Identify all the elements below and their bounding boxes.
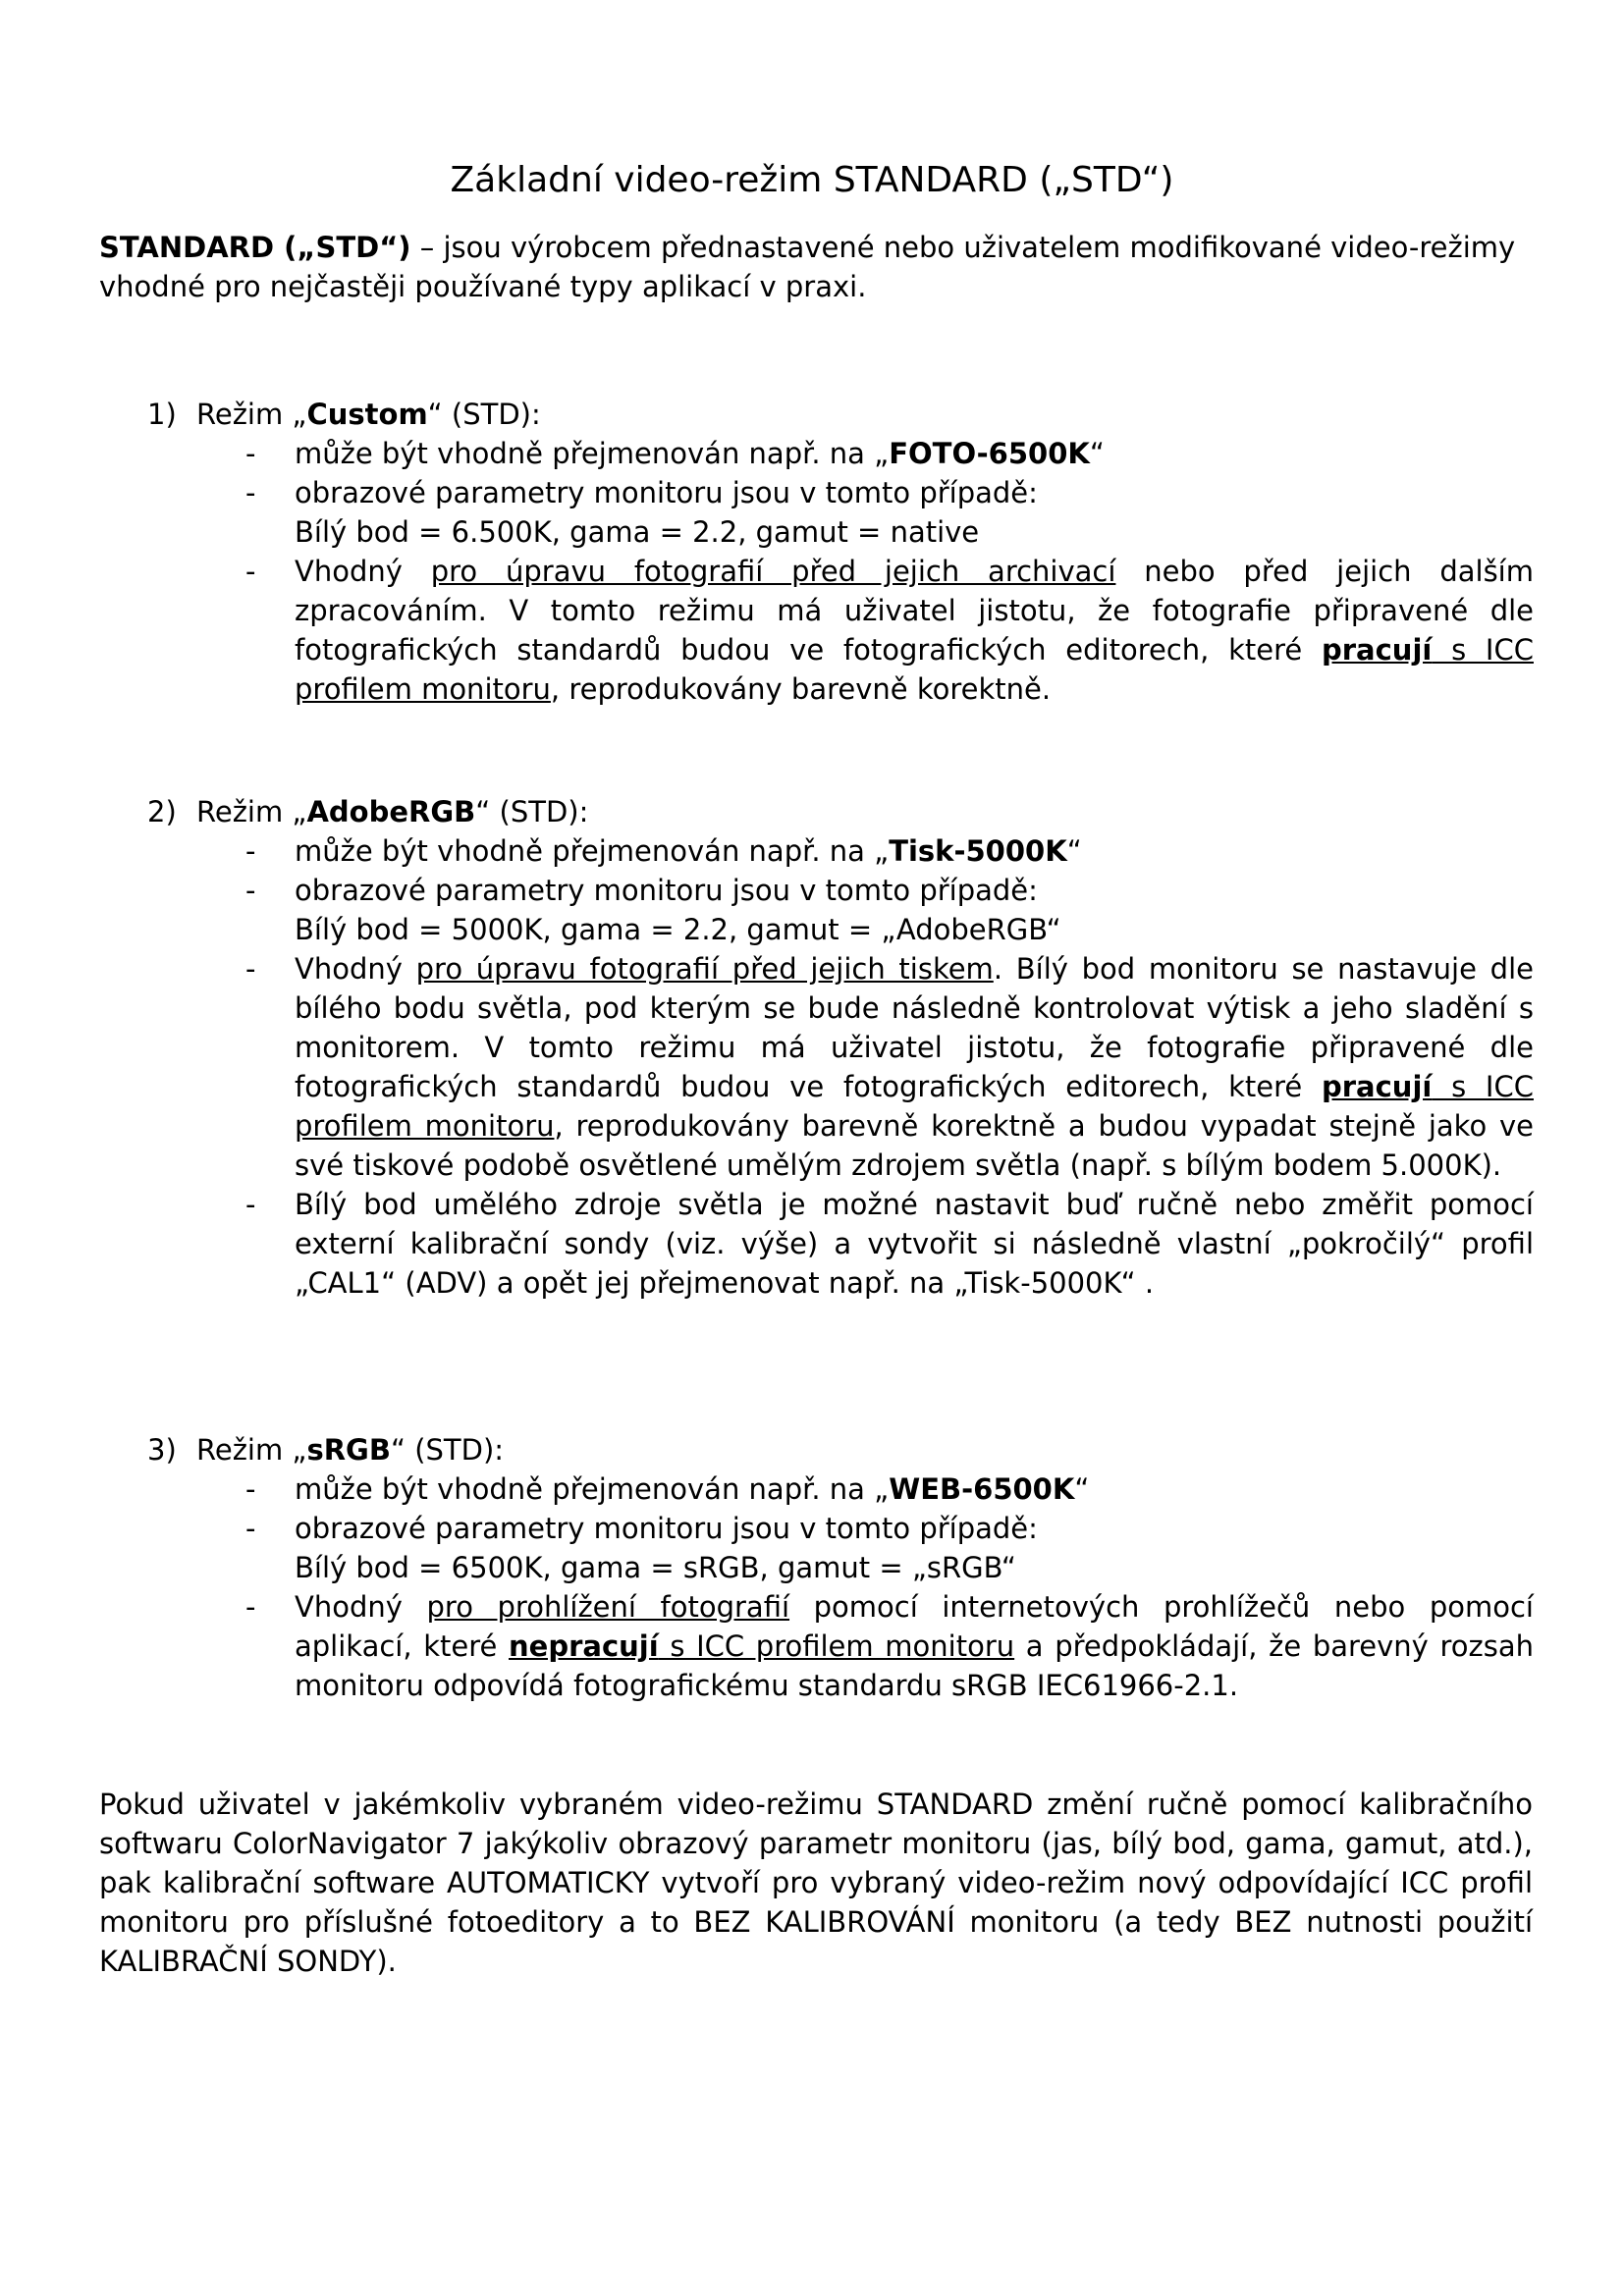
- dash-marker: -: [245, 834, 256, 868]
- mode-name: AdobeRGB: [306, 795, 476, 828]
- bullet-list: [147, 552, 1534, 709]
- list-item: - Vhodný pro úpravu fotografií před jejich tiskem. Bílý bod monitoru se nastavuje dle bílého bodu světla, pod kterým se bude následně kontrolovat výtisk a jeho sladění s monitorem. V tomto režimu má uživatel jistotu, že fotografie připravené dle fotografických standardů budou ve fotografických editorech, které pracují s ICC profilem monitoru, reprodukovány barevně korektně a budou vypadat stejně jako ve své tiskové podobě osvětlené umělým zdrojem světla (např. s bílým bodem 5.000K).: [147, 949, 1534, 1185]
- bold-underlined-text: nepracují: [509, 1629, 659, 1663]
- underlined-text: nepracují s ICC profilem monitoru: [509, 1629, 1015, 1663]
- intro-text: – jsou výrobcem přednastavené nebo uživatelem modifikované video-režimy vhodné pro nejčastěji používané typy aplikací v praxi.: [99, 231, 1516, 303]
- section-number: 3): [147, 1433, 177, 1467]
- list-item: - obrazové parametry monitoru jsou v tomto případě:: [147, 1509, 1534, 1548]
- section-srgb: [147, 1430, 1534, 1705]
- bullet-list: [147, 1469, 1534, 1548]
- list-item: - může být vhodně přejmenován např. na „Tisk-5000K“: [147, 831, 1534, 871]
- list-item: - může být vhodně přejmenován např. na „WEB-6500K“: [147, 1469, 1534, 1509]
- bullet-list: [147, 1587, 1534, 1705]
- closing-paragraph: Pokud uživatel v jakémkoliv vybraném video-režimu STANDARD změní ručně pomocí kalibračního softwaru ColorNavigator 7 jakýkoliv obrazový parametr monitoru (jas, bílý bod, gama, gamut, atd.), pak kalibrační software AUTOMATICKY vytvoří pro vybraný video-režim nový odpovídající ICC profil monitoru pro příslušné fotoeditory a to BEZ KALIBROVÁNÍ monitoru (a tedy BEZ nutnosti použití KALIBRAČNÍ SONDY).: [99, 1788, 1533, 1978]
- parameters-line: Bílý bod = 5000K, gama = 2.2, gamut = „AdobeRGB“: [295, 913, 1061, 946]
- dash-marker: -: [245, 476, 256, 509]
- dash-marker: -: [245, 1512, 256, 1545]
- list-item: - Vhodný pro úpravu fotografií před jejich archivací nebo před jejich dalším zpracováním. V tomto režimu má uživatel jistotu, že fotografie připravené dle fotografických standardů budou ve fotografických editorech, které pracují s ICC profilem monitoru, reprodukovány barevně korektně.: [147, 552, 1534, 709]
- underlined-text: pro úpravu fotografií před jejich archivací: [430, 555, 1116, 588]
- dash-marker: -: [245, 1188, 256, 1221]
- rename-suggestion: FOTO-6500K: [889, 437, 1090, 470]
- intro-bold-term: STANDARD („STD“): [99, 231, 411, 264]
- section-heading: 3) Režim „sRGB“ (STD):: [147, 1430, 1534, 1469]
- dash-marker: -: [245, 874, 256, 907]
- page-title: Základní video-režim STANDARD („STD“): [450, 160, 1174, 200]
- section-number: 2): [147, 795, 177, 828]
- underlined-text: pro úpravu fotografií před jejich tiskem: [415, 952, 994, 986]
- dash-marker: -: [245, 952, 256, 986]
- dash-marker: -: [245, 555, 256, 588]
- section-number: 1): [147, 398, 177, 431]
- dash-marker: -: [245, 1472, 256, 1506]
- bold-underlined-text: pracují: [1321, 1070, 1433, 1103]
- rename-suggestion: WEB-6500K: [889, 1472, 1075, 1506]
- bullet-list: [147, 949, 1534, 1303]
- intro-paragraph: [99, 228, 1533, 306]
- bullet-list: [147, 831, 1534, 910]
- section-heading: 2) Režim „AdobeRGB“ (STD):: [147, 792, 1534, 831]
- mode-name: Custom: [306, 398, 428, 431]
- bold-underlined-text: pracují: [1321, 633, 1433, 667]
- rename-suggestion: Tisk-5000K: [889, 834, 1067, 868]
- section-adobergb: [147, 792, 1534, 1303]
- list-item: - Vhodný pro prohlížení fotografií pomocí internetových prohlížečů nebo pomocí aplikací, které nepracují s ICC profilem monitoru a předpokládají, že barevný rozsah monitoru odpovídá fotografickému standardu sRGB IEC61966-2.1.: [147, 1587, 1534, 1705]
- underlined-text: pracují s ICC profilem monitoru: [295, 633, 1534, 706]
- bullet-list: [147, 434, 1534, 512]
- section-heading: 1) Režim „Custom“ (STD):: [147, 395, 1534, 434]
- parameters-line: Bílý bod = 6500K, gama = sRGB, gamut = „sRGB“: [295, 1551, 1016, 1584]
- underlined-text: pracují s ICC profilem monitoru: [295, 1070, 1534, 1143]
- section-custom: [147, 395, 1534, 709]
- list-item: - může být vhodně přejmenován např. na „FOTO-6500K“: [147, 434, 1534, 473]
- dash-marker: -: [245, 1590, 256, 1624]
- underlined-text: pro prohlížení fotografií: [426, 1590, 790, 1624]
- dash-marker: -: [245, 437, 256, 470]
- mode-name: sRGB: [306, 1433, 391, 1467]
- list-item: - Bílý bod umělého zdroje světla je možné nastavit buď ručně nebo změřit pomocí externí kalibrační sondy (viz. výše) a vytvořit si následně vlastní „pokročilý“ profil „CAL1“ (ADV) a opět jej přejmenovat např. na „Tisk-5000K“ .: [147, 1185, 1534, 1303]
- parameters-line: Bílý bod = 6.500K, gama = 2.2, gamut = native: [295, 515, 980, 549]
- list-item: - obrazové parametry monitoru jsou v tomto případě:: [147, 473, 1534, 512]
- list-item: - obrazové parametry monitoru jsou v tomto případě:: [147, 871, 1534, 910]
